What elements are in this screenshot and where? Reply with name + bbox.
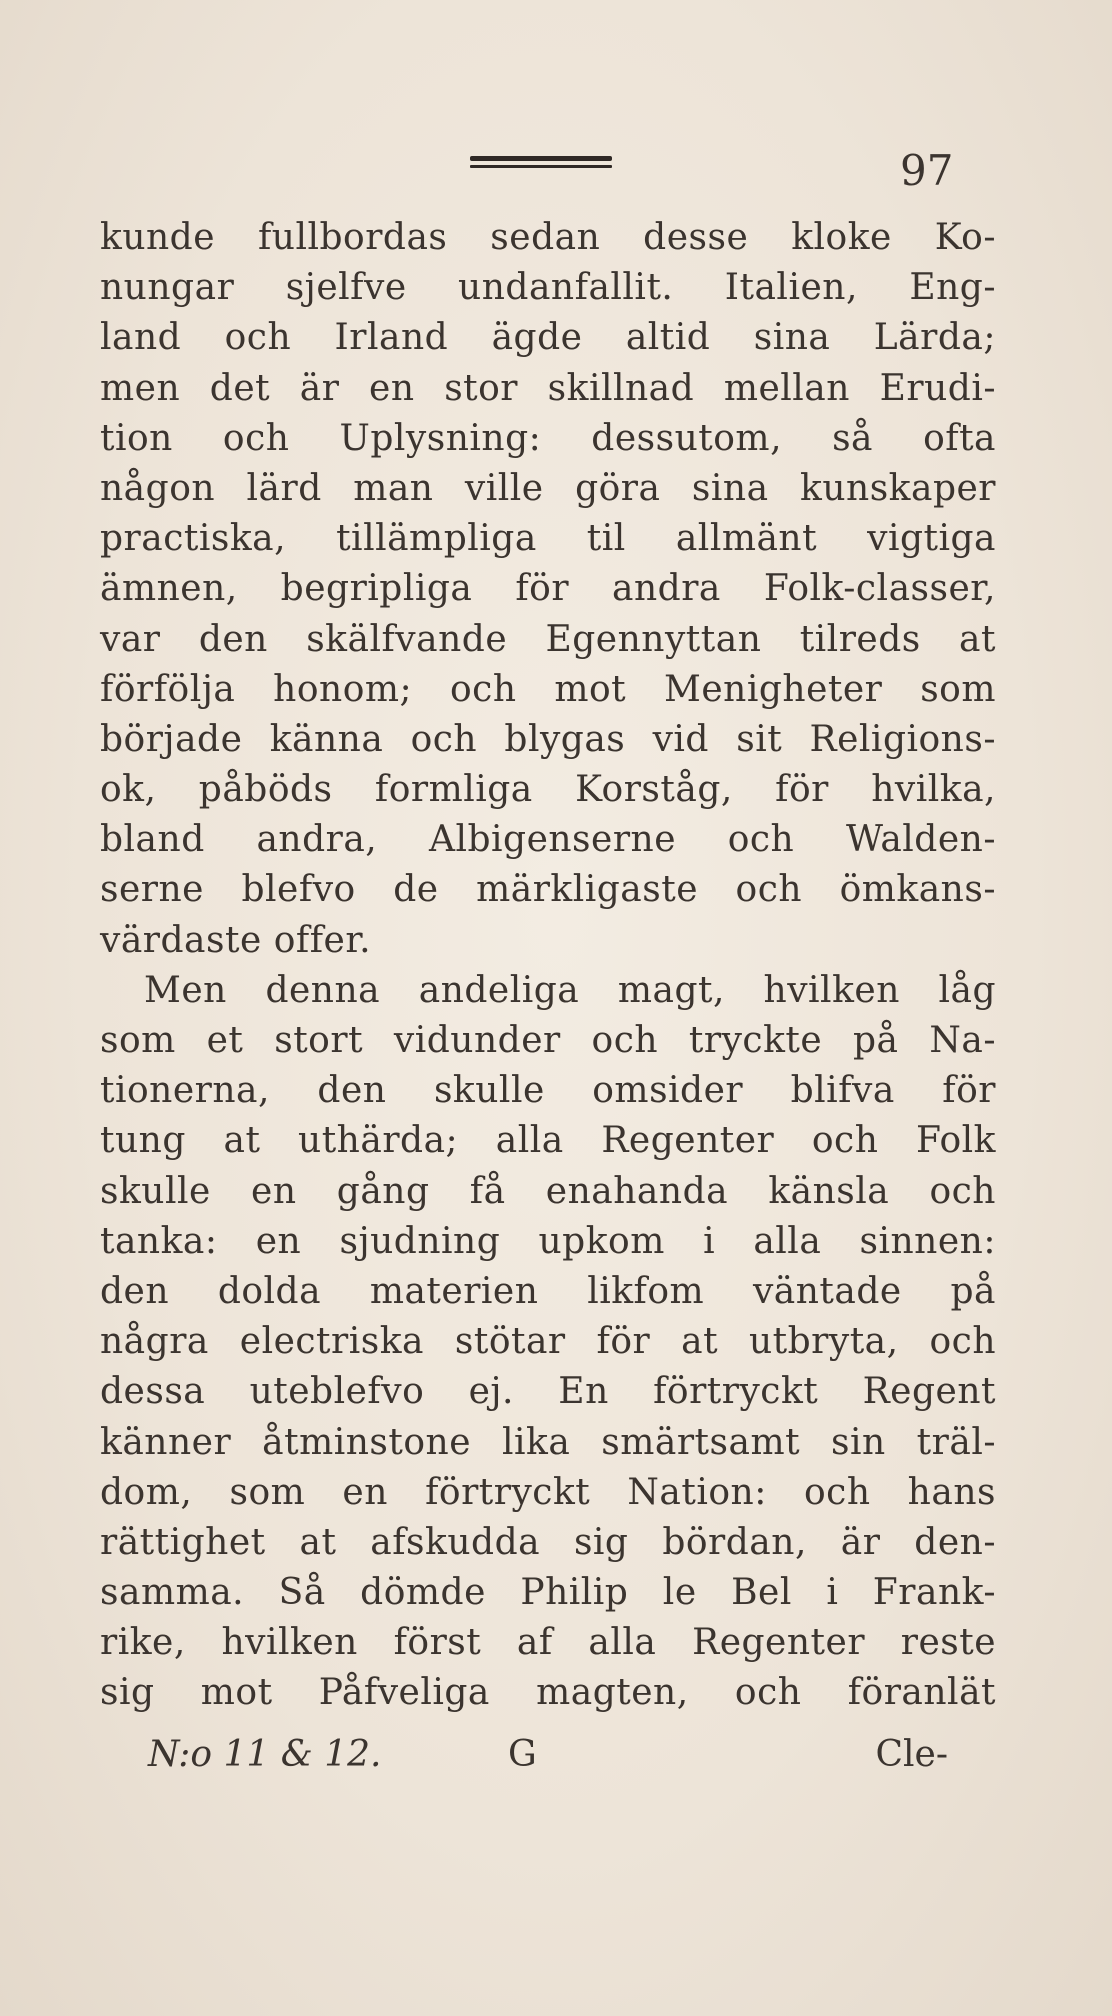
text-line: practiska, tillämpliga til allmänt vigtiga	[100, 518, 996, 560]
footer-catchword: Cle-	[875, 1734, 948, 1775]
text-line: började känna och blygas vid sit Religions-	[100, 718, 996, 760]
page-footer	[100, 1730, 996, 1780]
page-number: 97	[900, 146, 954, 195]
text-line: men det är en stor skillnad mellan Erudi-	[100, 367, 996, 409]
text-line: kunde fullbordas sedan desse kloke Ko-	[100, 217, 996, 258]
text-line: som et stort vidunder och tryckte på Na-	[100, 1020, 996, 1061]
footer-signature-letter: G	[508, 1734, 537, 1775]
header-rule-thin	[470, 165, 612, 168]
text-line: någon lärd man ville göra sina kunskaper	[100, 467, 996, 509]
text-line: förfölja honom; och mot Menigheter som	[100, 668, 996, 710]
text-line: tung at uthärda; alla Regenter och Folk	[100, 1120, 996, 1162]
text-line: samma. Så dömde Philip le Bel i Frank-	[100, 1572, 996, 1614]
text-line: serne blefvo de märkligaste och ömkans-	[100, 869, 996, 911]
text-line: känner åtminstone lika smärtsamt sin träl-	[100, 1421, 996, 1463]
header-rule-thick	[470, 156, 612, 161]
text-line: bland andra, Albigenserne och Walden-	[100, 819, 996, 861]
text-line: nungar sjelfve undanfallit. Italien, Eng-	[100, 267, 996, 309]
text-line: tion och Uplysning: dessutom, så ofta	[100, 417, 996, 459]
text-line: land och Irland ägde altid sina Lärda;	[100, 317, 996, 359]
text-line: ämnen, begripliga för andra Folk-classer,	[100, 568, 996, 610]
text-line: skulle en gång få enahanda känsla och	[100, 1170, 996, 1212]
text-line: rättighet at afskudda sig bördan, är den-	[100, 1521, 996, 1563]
text-line: den dolda materien likfom väntade på	[100, 1270, 996, 1312]
text-line-paragraph-start: Men denna andeliga magt, hvilken låg	[144, 969, 996, 1011]
text-line-paragraph-end: värdaste offer.	[100, 919, 372, 961]
text-line: dessa uteblefvo ej. En förtryckt Regent	[100, 1371, 996, 1413]
text-line: sig mot Påfveliga magten, och föranlät	[100, 1672, 996, 1714]
text-line: ok, påböds formliga Korståg, för hvilka,	[100, 769, 996, 811]
text-line: några electriska stötar för at utbryta, och	[100, 1321, 996, 1363]
text-line: tanka: en sjudning upkom i alla sinnen:	[100, 1220, 996, 1262]
header-ornament-rule	[470, 156, 612, 172]
text-line: rike, hvilken först af alla Regenter reste	[100, 1622, 996, 1664]
footer-signature: N:o 11 & 12.	[148, 1734, 382, 1775]
text-line: tionerna, den skulle omsider blifva för	[100, 1070, 996, 1112]
body-text	[100, 213, 996, 1719]
text-line: dom, som en förtryckt Nation: och hans	[100, 1471, 996, 1513]
text-line: var den skälfvande Egennyttan tilreds at	[100, 618, 996, 660]
